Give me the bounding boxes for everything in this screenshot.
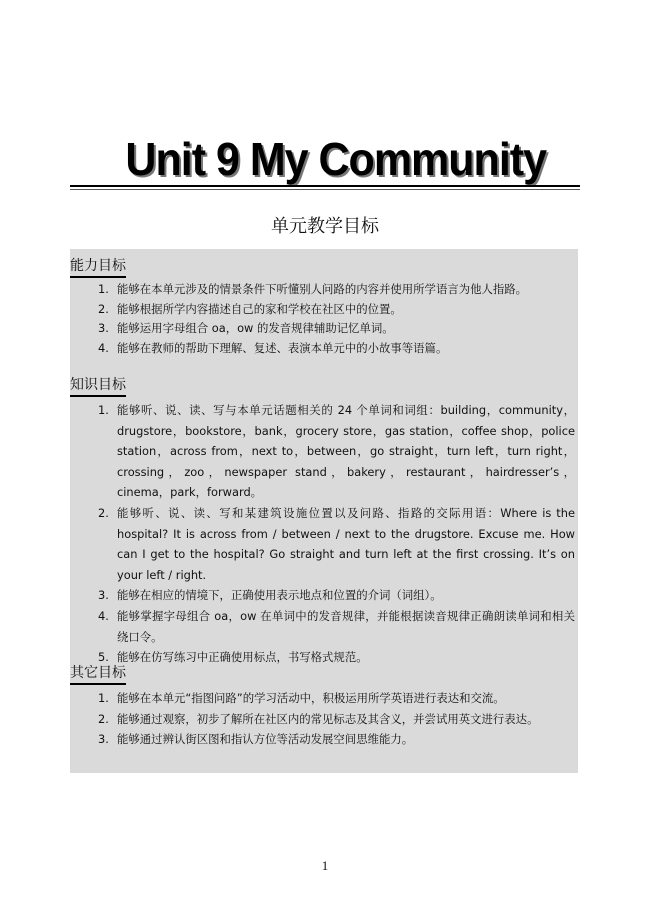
- item-text: 能够在教师的帮助下理解、复述、表演本单元中的小故事等语篇。: [117, 340, 448, 355]
- list-item: [0, 503, 575, 585]
- ability-objectives-list: [0, 280, 575, 358]
- list-item: [0, 300, 575, 320]
- item-text: 能够根据所学内容描述自己的家和学校在社区中的位置。: [117, 301, 402, 316]
- other-objectives-list: [0, 688, 575, 750]
- item-number: 3.: [98, 732, 109, 746]
- knowledge-objectives-list: [0, 400, 575, 668]
- list-item: [0, 400, 575, 503]
- item-number: 3.: [98, 321, 109, 335]
- item-text: 能够在本单元“指图问路”的学习活动中，积极运用所学英语进行表达和交流。: [117, 691, 505, 705]
- page-number: 1: [321, 858, 329, 873]
- list-item: [0, 688, 575, 709]
- item-number: 1.: [98, 403, 109, 417]
- title-rule: [70, 185, 580, 187]
- list-item: [0, 709, 575, 730]
- item-number: 2.: [98, 505, 109, 520]
- list-item: [0, 729, 575, 750]
- item-number: 1.: [98, 282, 109, 296]
- item-number: 4.: [98, 608, 109, 623]
- list-item: [0, 585, 575, 606]
- item-text: 能够听、说、读、写和某建筑设施位置以及问路、指路的交际用语：Where is the hospital? It is across from / between / next to the drugstore. Excuse me. How can I get to the hospital? Go straight and turn left at the first crossing. It’s on your left / right.: [117, 505, 575, 582]
- item-text: 能够通过辨认街区图和指认方位等活动发展空间思维能力。: [117, 732, 414, 746]
- title-rule-thin: [70, 189, 580, 190]
- item-number: 2.: [98, 301, 109, 316]
- section-heading-ability: 能力目标: [70, 257, 126, 278]
- item-number: 5.: [98, 650, 109, 665]
- list-item: [0, 339, 575, 359]
- item-number: 4.: [98, 340, 109, 355]
- list-item: [0, 606, 575, 647]
- item-text: 能够运用字母组合 oa，ow 的发音规律辅助记忆单词。: [117, 321, 394, 335]
- item-text: 能够通过观察，初步了解所在社区内的常见标志及其含义，并尝试用英文进行表达。: [117, 711, 539, 726]
- item-text: 能够在仿写练习中正确使用标点，书写格式规范。: [117, 650, 368, 665]
- item-number: 2.: [98, 711, 109, 726]
- section-heading-other: 其它目标: [70, 664, 126, 685]
- list-item: [0, 319, 575, 339]
- item-number: 3.: [98, 588, 109, 603]
- item-text: 能够在本单元涉及的情景条件下听懂别人问路的内容并使用所学语言为他人指路。: [117, 282, 528, 296]
- section-heading-knowledge: 知识目标: [70, 376, 126, 397]
- list-item: [0, 280, 575, 300]
- item-text: 能够在相应的情境下，正确使用表示地点和位置的介词（词组）。: [117, 588, 442, 603]
- item-number: 1.: [98, 691, 109, 705]
- item-text: 能够听、说、读、写与本单元话题相关的 24 个单词和词组：building，community，drugstore，bookstore，bank，grocery store，gas station，coffee shop，police station，across from，next to，between，go straight，turn left，turn right，crossing，zoo，newspaper stand，bakery，restaurant，hairdresser’s，cinema，park，forward。: [117, 403, 575, 500]
- page-subtitle: 单元教学目标: [271, 216, 379, 237]
- item-text: 能够掌握字母组合 oa，ow 在单词中的发音规律，并能根据读音规律正确朗读单词和相关绕口令。: [117, 608, 575, 644]
- unit-title: Unit 9 My Community: [125, 134, 546, 186]
